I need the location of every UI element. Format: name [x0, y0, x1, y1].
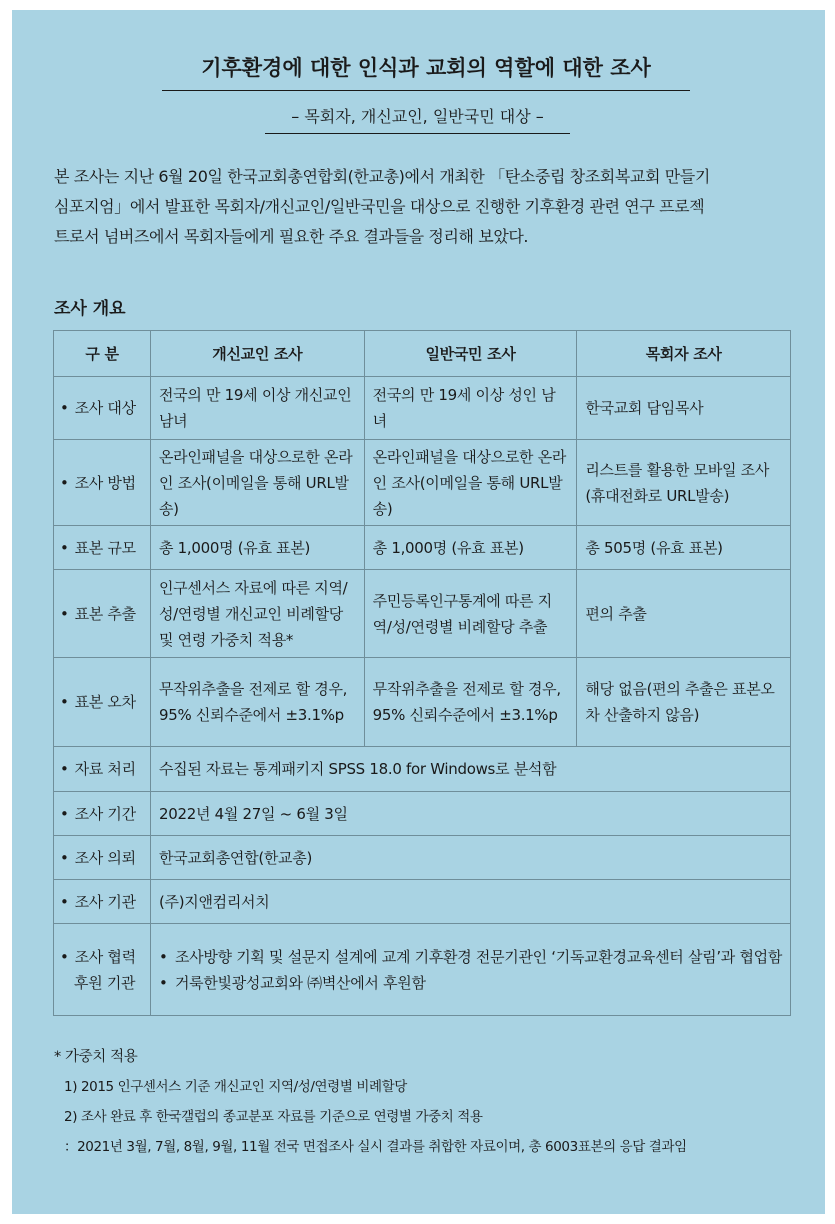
row-label-text: 표본 추출: [74, 604, 136, 623]
table-cell: 총 505명 (유효 표본): [577, 526, 791, 570]
row-label-text: 표본 오차: [74, 693, 136, 711]
table-cell-wide: 한국교회총연합(한교총): [150, 836, 790, 880]
row-label: [54, 747, 151, 792]
row-label-text: 조사 방법: [74, 473, 136, 492]
bullet: •: [60, 947, 69, 966]
table-row: [54, 526, 791, 570]
row-label-text: 표본 규모: [74, 538, 136, 557]
intro-line: 심포지엄」에서 발표한 목회자/개신교인/일반국민을 대상으로 진행한 기후환경 관련 연구 프로젝: [54, 197, 705, 216]
table-row: [54, 658, 791, 747]
row-label: [54, 924, 151, 1016]
footnotes: [54, 1042, 794, 1162]
section-title: 조사 개요: [54, 299, 126, 319]
row-label: [54, 526, 151, 570]
table-cell: 무작위추출을 전제로 할 경우, 95% 신뢰수준에서 ±3.1%p: [364, 658, 577, 747]
table-cell: 전국의 만 19세 이상 개신교인 남녀: [150, 377, 364, 440]
intro-line: 본 조사는 지난 6월 20일 한국교회총연합회(한교총)에서 개최한 「탄소중립 창조회복교회 만들기: [54, 167, 710, 186]
list-item: • 조사방향 기획 및 설문지 설계에 교계 기후환경 전문기관인 ‘기독교환경교육센터 살림’과 협업함: [159, 944, 782, 970]
row-label-text: 조사 대상: [74, 399, 136, 417]
row-label: [54, 792, 151, 836]
footnote-title: * 가중치 적용: [54, 1049, 138, 1065]
row-label: [54, 880, 151, 924]
intro-line: 트로서 넘버즈에서 목회자들에게 필요한 주요 결과들을 정리해 보았다.: [54, 227, 529, 246]
table-row: [54, 747, 791, 792]
table-cell-wide: 수집된 자료는 통계패키지 SPSS 18.0 for Windows로 분석함: [150, 747, 790, 792]
bullet: •: [60, 399, 69, 417]
bullet: •: [60, 538, 69, 557]
footnote-line: ：2021년 3월, 7월, 8월, 9월, 11월 전국 면접조사 실시 결과를 취합한 자료이며, 총 6003표본의 응답 결과임: [64, 1139, 687, 1155]
bullet: •: [60, 804, 69, 823]
header-public-survey: 일반국민 조사: [364, 331, 577, 377]
table-header-row: [54, 331, 791, 377]
header-pastor-survey: 목회자 조사: [577, 331, 791, 377]
bullet: •: [60, 760, 69, 778]
footnote-line: 1) 2015 인구센서스 기준 개신교인 지역/성/연령별 비례할당: [64, 1079, 407, 1095]
table-cell: 온라인패널을 대상으로한 온라인 조사(이메일을 통해 URL발송): [364, 440, 577, 526]
survey-overview-table: [53, 330, 791, 1016]
table-cell: 주민등록인구통계에 따른 지역/성/연령별 비례할당 추출: [364, 570, 577, 658]
table-row: [54, 924, 791, 1016]
table-cell-wide: 2022년 4월 27일 ~ 6월 3일: [150, 792, 790, 836]
table-cell: 총 1,000명 (유효 표본): [150, 526, 364, 570]
row-label: [54, 377, 151, 440]
table-cell: 한국교회 담임목사: [577, 377, 791, 440]
table-row: [54, 836, 791, 880]
bullet: •: [60, 693, 69, 711]
table-cell: 해당 없음(편의 추출은 표본오차 산출하지 않음): [577, 658, 791, 747]
row-label-text: 조사 기관: [74, 892, 136, 911]
table-cell: 리스트를 활용한 모바일 조사(휴대전화로 URL발송): [577, 440, 791, 526]
row-label: [54, 658, 151, 747]
row-label-text: 후원 기관: [74, 973, 136, 992]
intro-paragraph: [54, 162, 789, 252]
table-cell: 무작위추출을 전제로 할 경우, 95% 신뢰수준에서 ±3.1%p: [150, 658, 364, 747]
bullet: •: [60, 892, 69, 911]
table-row: [54, 570, 791, 658]
table-row: [54, 792, 791, 836]
row-label-text: 조사 협력: [74, 947, 136, 966]
table-cell: 편의 추출: [577, 570, 791, 658]
bullet: •: [60, 848, 69, 867]
page-title: 기후환경에 대한 인식과 교회의 역할에 대한 조사: [162, 52, 690, 91]
header-category: 구 분: [54, 331, 151, 377]
table-row: [54, 880, 791, 924]
page-subtitle: – 목회자, 개신교인, 일반국민 대상 –: [265, 104, 570, 134]
row-label: [54, 836, 151, 880]
table-row: [54, 440, 791, 526]
table-row: [54, 377, 791, 440]
table-cell-wide: (주)지앤컴리서치: [150, 880, 790, 924]
table-cell-wide: [150, 924, 790, 1016]
row-label-text: 자료 처리: [74, 760, 136, 778]
table-cell: 인구센서스 자료에 따른 지역/성/연령별 개신교인 비례할당 및 연령 가중치 적용*: [150, 570, 364, 658]
list-item: • 거룩한빛광성교회와 ㈜벽산에서 후원함: [159, 970, 782, 996]
row-label: [54, 570, 151, 658]
row-label-text: 조사 의뢰: [74, 848, 136, 867]
footnote-line: 2) 조사 완료 후 한국갤럽의 종교분포 자료를 기준으로 연령별 가중치 적용: [64, 1109, 483, 1125]
table-cell: 온라인패널을 대상으로한 온라인 조사(이메일을 통해 URL발송): [150, 440, 364, 526]
table-cell: 전국의 만 19세 이상 성인 남녀: [364, 377, 577, 440]
row-label: [54, 440, 151, 526]
table-cell: 총 1,000명 (유효 표본): [364, 526, 577, 570]
header-protestant-survey: 개신교인 조사: [150, 331, 364, 377]
support-list: [159, 944, 782, 996]
row-label-text: 조사 기간: [74, 804, 136, 823]
bullet: •: [60, 604, 69, 623]
bullet: •: [60, 473, 69, 492]
